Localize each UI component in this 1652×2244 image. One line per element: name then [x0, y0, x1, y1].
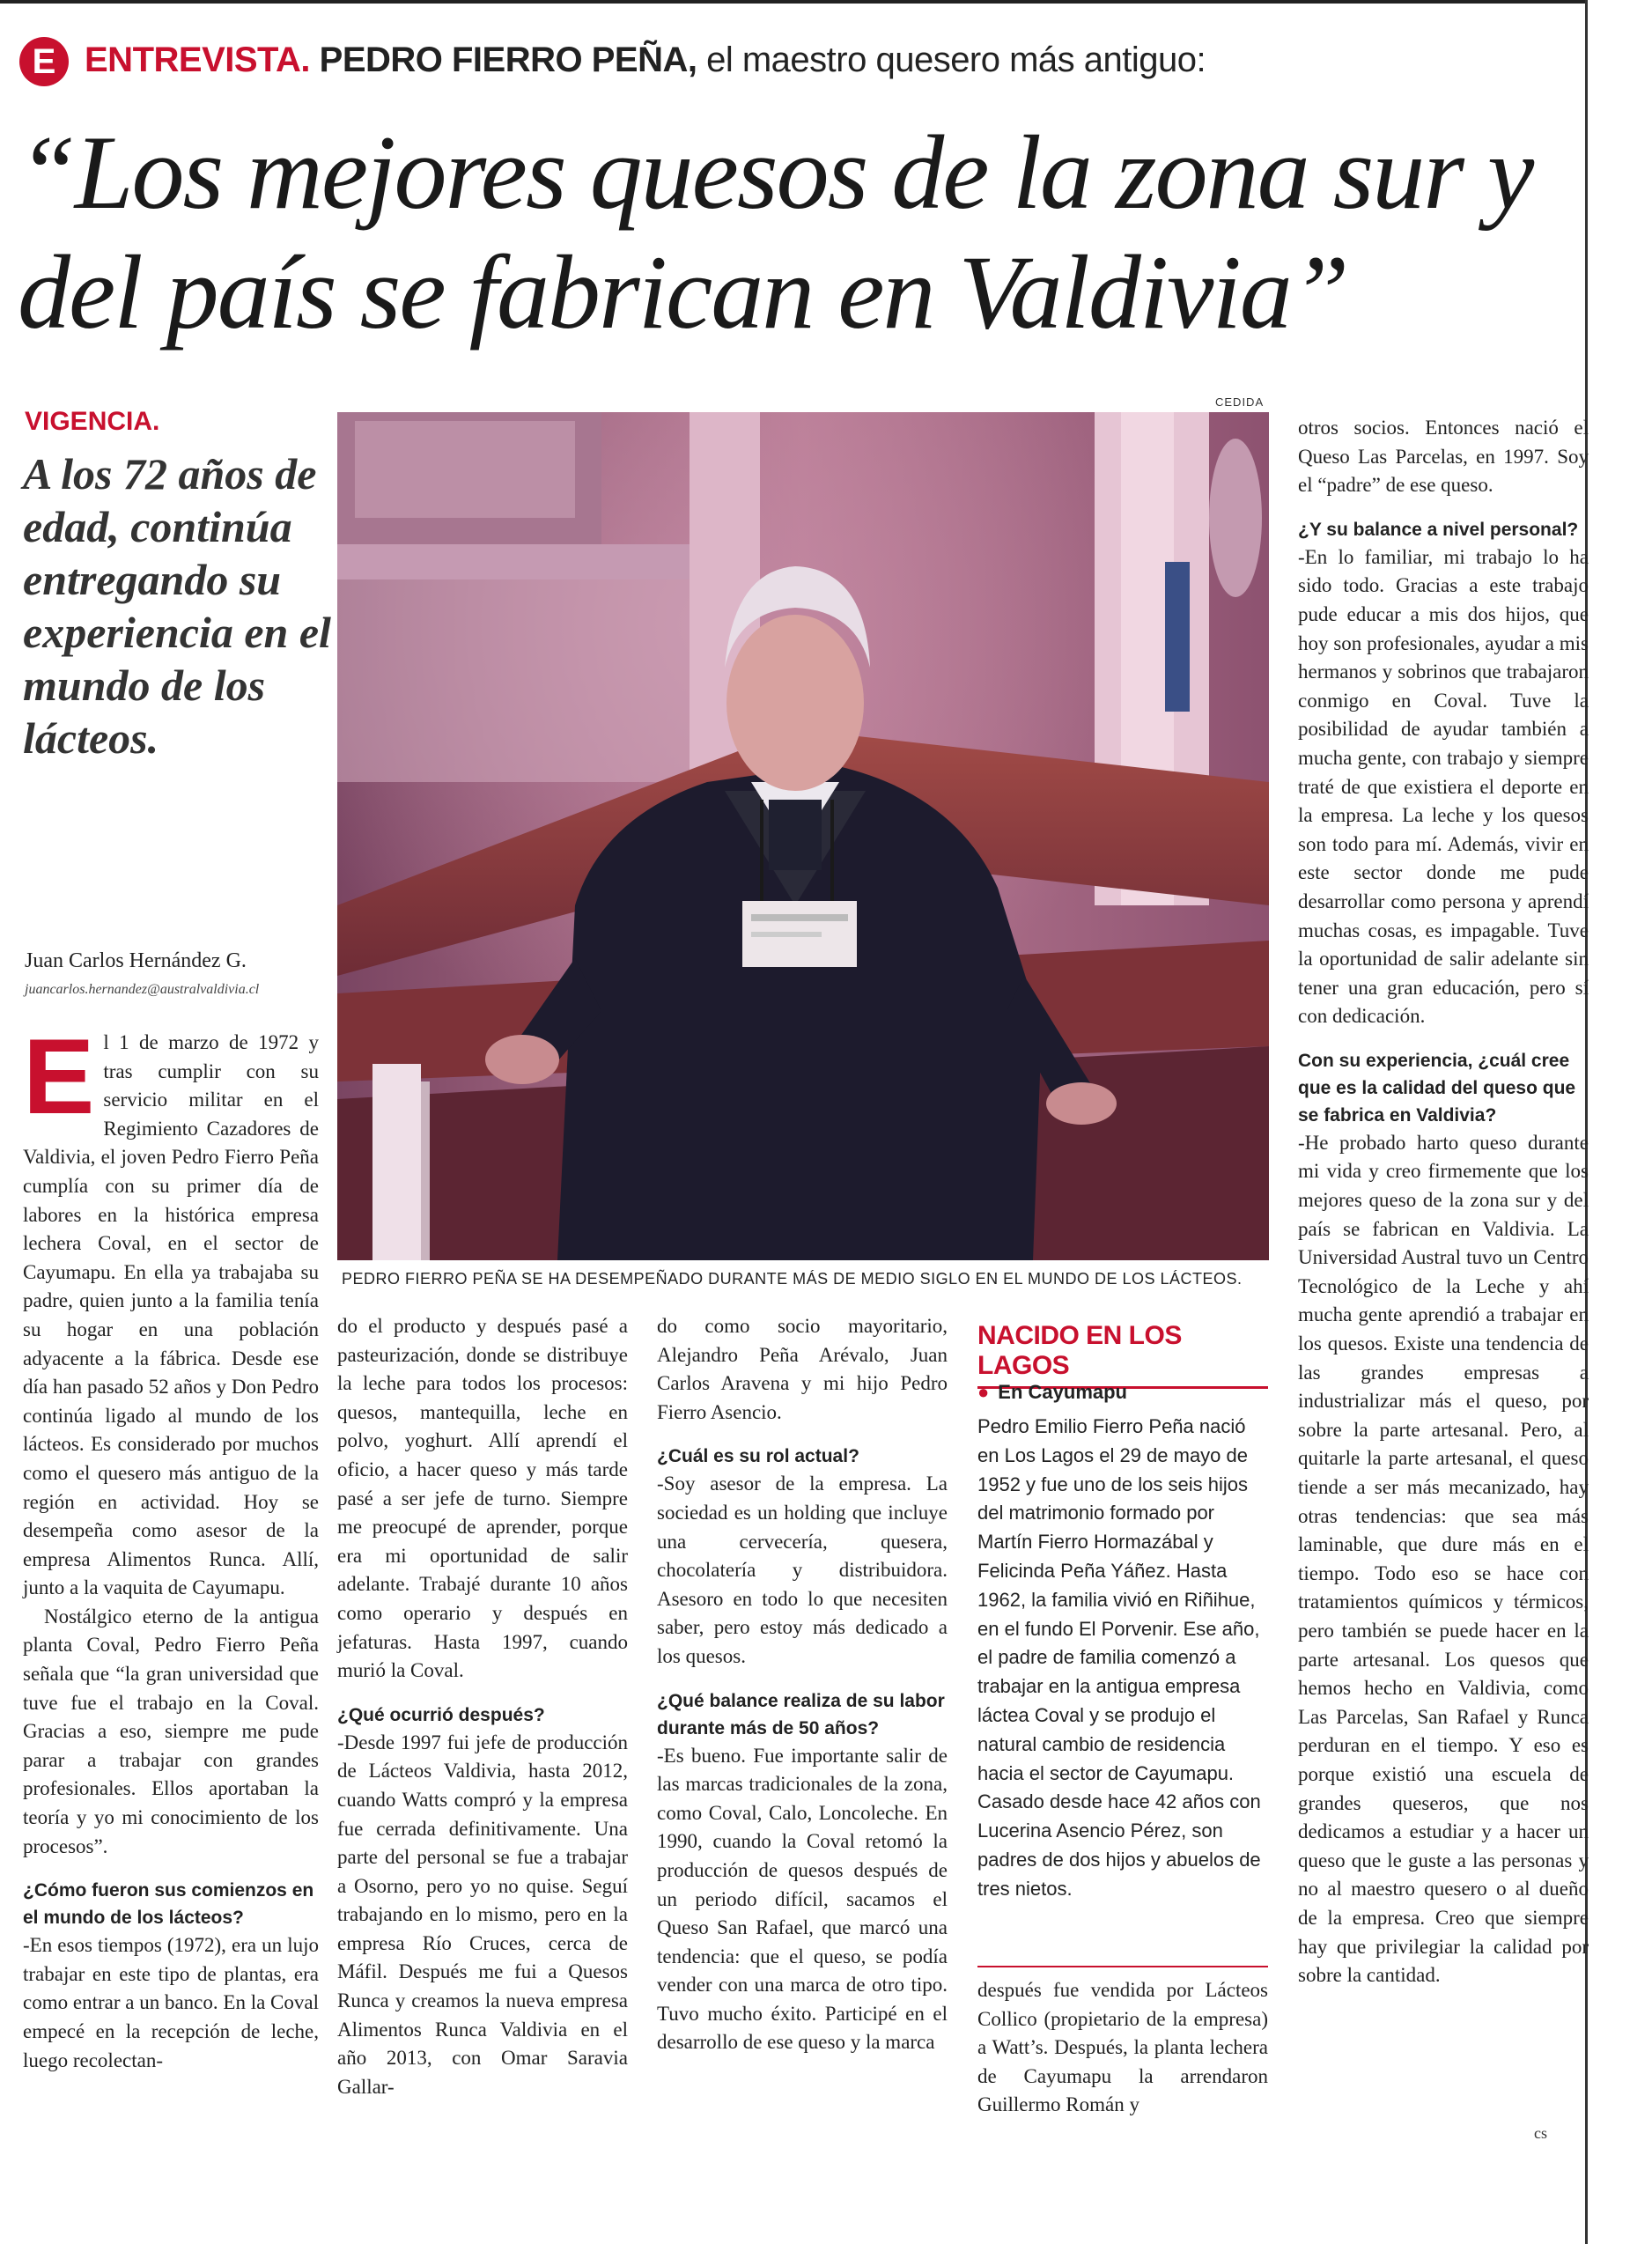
paragraph: otros socios. Entonces nació el Queso Las Parcelas, en 1997. Soy el “padre” de ese queso. — [1298, 417, 1589, 497]
deck-label: VIGENCIA. — [25, 407, 160, 436]
sidebar-body — [977, 1413, 1268, 1904]
photo-caption: PEDRO FIERRO PEÑA SE HA DESEMPEÑADO DURANTE MÁS DE MEDIO SIGLO EN EL MUNDO DE LOS LÁCTEOS. — [342, 1270, 1243, 1288]
headline: “Los mejores quesos de la zona sur y del país se fabrican en Valdivia” — [18, 114, 1533, 351]
sidebar-subtitle-text: En Cayumapu — [998, 1381, 1127, 1403]
kicker-name: PEDRO FIERRO PEÑA, — [319, 41, 697, 79]
portrait-photo — [337, 412, 1269, 1260]
question: ¿Qué ocurrió después? — [337, 1704, 545, 1725]
answer: -Desde 1997 fui jefe de producción de Lácteos Valdivia, hasta 2012, cuando Watts compró y la empresa fue cerrada definitivamente. Una parte del personal se fue a trabajar a Osorno, pero yo no quise. Seguí trabajando en lo mismo, pero en la empresa Río Cruces, cerca de Máfil. Después me fui a Quesos Runca y creamos la nueva empresa Alimentos Runca Valdivia en el año 2013, con Omar Saravia Gallar- — [337, 1731, 628, 2098]
byline-email: juancarlos.hernandez@australvaldivia.cl — [25, 982, 260, 997]
question: ¿Qué balance realiza de su labor durante más de 50 años? — [657, 1690, 945, 1738]
answer: -En lo familiar, mi trabajo lo ha sido todo. Gracias a este trabajo pude educar a mis dos hijos, que hoy son profesionales, ayudar a mis hermanos y sobrinos que trabajaron conmigo en Coval. Tuve la posibilidad de ayudar también a mucha gente, con trabajo y siempre traté de que existiera el deporte en la empresa. La leche y los quesos son todo para mí. Además, vivir en este sector donde me pude desarrollar como persona y aprendí muchas cosas, es impagable. Tuve la oportunidad de salir adelante sin tener una gran educación, pero sí con dedicación. — [1298, 545, 1589, 1028]
article-column-1 — [23, 1016, 319, 2075]
kicker-label: ENTREVISTA. — [85, 41, 311, 79]
question: ¿Cuál es su rol actual? — [657, 1446, 859, 1467]
answer: -En esos tiempos (1972), era un lujo trabajar en este tipo de plantas, era como entrar a un banco. En la Coval empecé en la recepción de leche, luego recolectan- — [23, 1934, 319, 2071]
article-column-5 — [1298, 414, 1589, 1990]
question: ¿Y su balance a nivel personal? — [1298, 519, 1579, 540]
sidebar-subtitle — [977, 1381, 1127, 1404]
photo-credit: CEDIDA — [1215, 395, 1265, 409]
bullet-icon: ● — [977, 1381, 990, 1403]
answer: -Soy asesor de la empresa. La sociedad es un holding que incluye una cervecería, quesera, chocolatería y distribuidora. Asesoro en todo lo que necesiten saber, pero estoy más dedicado a los quesos. — [657, 1473, 948, 1667]
paragraph: do el producto y después pasé a pasteurización, donde se distribuye la leche para todos los procesos: quesos, mantequilla, leche en polvo, yoghurt. Allí aprendí el oficio, a hacer queso y más tarde pasé a ser jefe de turno. Siempre me preocupé de aprender, porque era mi oportunidad de salir adelante. Trabajé durante 10 años como operario y después en jefaturas. Hasta 1997, cuando murió la Coval. — [337, 1315, 628, 1682]
article-column-2 — [337, 1312, 628, 2101]
top-rule — [0, 0, 1585, 4]
section-badge: E — [19, 37, 69, 86]
article-column-4 — [977, 1976, 1268, 2120]
sidebar-paragraph: Pedro Emilio Fierro Peña nació en Los Lagos el 29 de mayo de 1952 y fue uno de los seis hijos del matrimonio formado por Martín Fierro Hormazábal y Felicinda Peña Yáñez. Hasta 1962, la familia vivió en Riñihue, en el fundo El Porvenir. Ese año, el padre de familia comenzó a trabajar en la antigua empresa láctea Coval y se produjo el natural cambio de residencia hacia el sector de Cayumapu. — [977, 1415, 1260, 1784]
paragraph: Nostálgico eterno de la antigua planta Coval, Pedro Fierro Peña señala que “la gran universidad que tuve fue el trabajo en la Coval. Gracias a eso, siempre me pude parar a trabajar con grandes profesionales. Ellos aportaban la teoría y yo mi conocimiento de los procesos”. — [23, 1605, 319, 1857]
sidebar-title: NACIDO EN LOS LAGOS — [977, 1321, 1268, 1389]
question: ¿Cómo fueron sus comienzos en el mundo de los lácteos? — [23, 1880, 314, 1929]
kicker-description: el maestro quesero más antiguo: — [697, 41, 1206, 79]
deck-text: A los 72 años de edad, continúa entregando su experiencia en el mundo de los lácteos. — [23, 449, 331, 763]
kicker — [85, 33, 1206, 86]
article-column-3 — [657, 1312, 948, 2057]
paragraph: después fue vendida por Lácteos Collico (propietario de la empresa) a Watt’s. Después, la planta lechera de Cayumapu la arrendaron Guillermo Román y — [977, 1979, 1268, 2116]
answer: -He probado harto queso durante mi vida y creo firmemente que los mejores queso de la zona sur y del país se fabrican en Valdivia. La Universidad Austral tuvo un Centro Tecnológico de la Leche y ahí mucha gente aprendió a trabajar en los quesos. Existe una tendencia de las grandes empresas a industrializar más el queso, por sobre la parte artesanal. Pero, al quitarle la parte artesanal, el queso tiende a ser más mecanizado, hay otras tendencias: que sea más laminable, que dure más en el tiempo. Todo eso se hace con tratamientos químicos y térmicos, pero también se puede hacer en la parte artesanal. Los quesos que hemos hecho en Valdivia, como Las Parcelas, San Rafael y Runca perduran en el tiempo. Y eso es porque existió una escuela de grandes queseros, que nos dedicamos a estudiar y a hacer un queso que le guste a las personas y no al maestro quesero o al dueño de la empresa. Creo que siempre hay que privilegiar la calidad por sobre la cantidad. — [1298, 1131, 1589, 1987]
byline-name: Juan Carlos Hernández G. — [25, 949, 247, 972]
question: Con su experiencia, ¿cuál cree que es la calidad del queso que se fabrica en Valdivia? — [1298, 1050, 1576, 1126]
answer: -Es bueno. Fue importante salir de las marcas tradicionales de la zona, como Coval, Calo, Loncoleche. En 1990, cuando la Coval retomó la producción de quesos después de un periodo difícil, sacamos el Queso San Rafael, que marcó una tendencia: que el queso, se podía vender con una marca de otro tipo. Tuvo mucho éxito. Participé en el desarrollo de ese queso y la marca — [657, 1744, 948, 2054]
sidebar-divider — [977, 1966, 1268, 1967]
end-mark: cs — [1534, 2124, 1547, 2142]
drop-cap: E — [23, 1016, 95, 1136]
paragraph: l 1 de marzo de 1972 y tras cumplir con su servicio militar en el Regimiento Cazadores de Valdivia, el joven Pedro Fierro Peña cumplía con su primer día de labores en la histórica empresa lechera Coval, en el sector de Cayumapu. En ella ya trabajaba su padre, quien junto a la familia tenía su hogar en una población adyacente a la fábrica. Desde ese día han pasado 52 años y Don Pedro continúa ligado al mundo de los lácteos. Es considerado por muchos como el quesero más antiguo de la región en actividad. Hoy se desempeña como asesor de la empresa Alimentos Runca. Allí, junto a la vaquita de Cayumapu. — [23, 1031, 319, 1599]
portrait-illustration — [337, 412, 1269, 1260]
sidebar-paragraph: Casado desde hace 42 años con Lucerina Asencio Pérez, son padres de dos hijos y abuelos de tres nietos. — [977, 1790, 1261, 1900]
paragraph: do como socio mayoritario, Alejandro Peña Arévalo, Juan Carlos Aravena y mi hijo Pedro Fierro Asencio. — [657, 1315, 948, 1423]
